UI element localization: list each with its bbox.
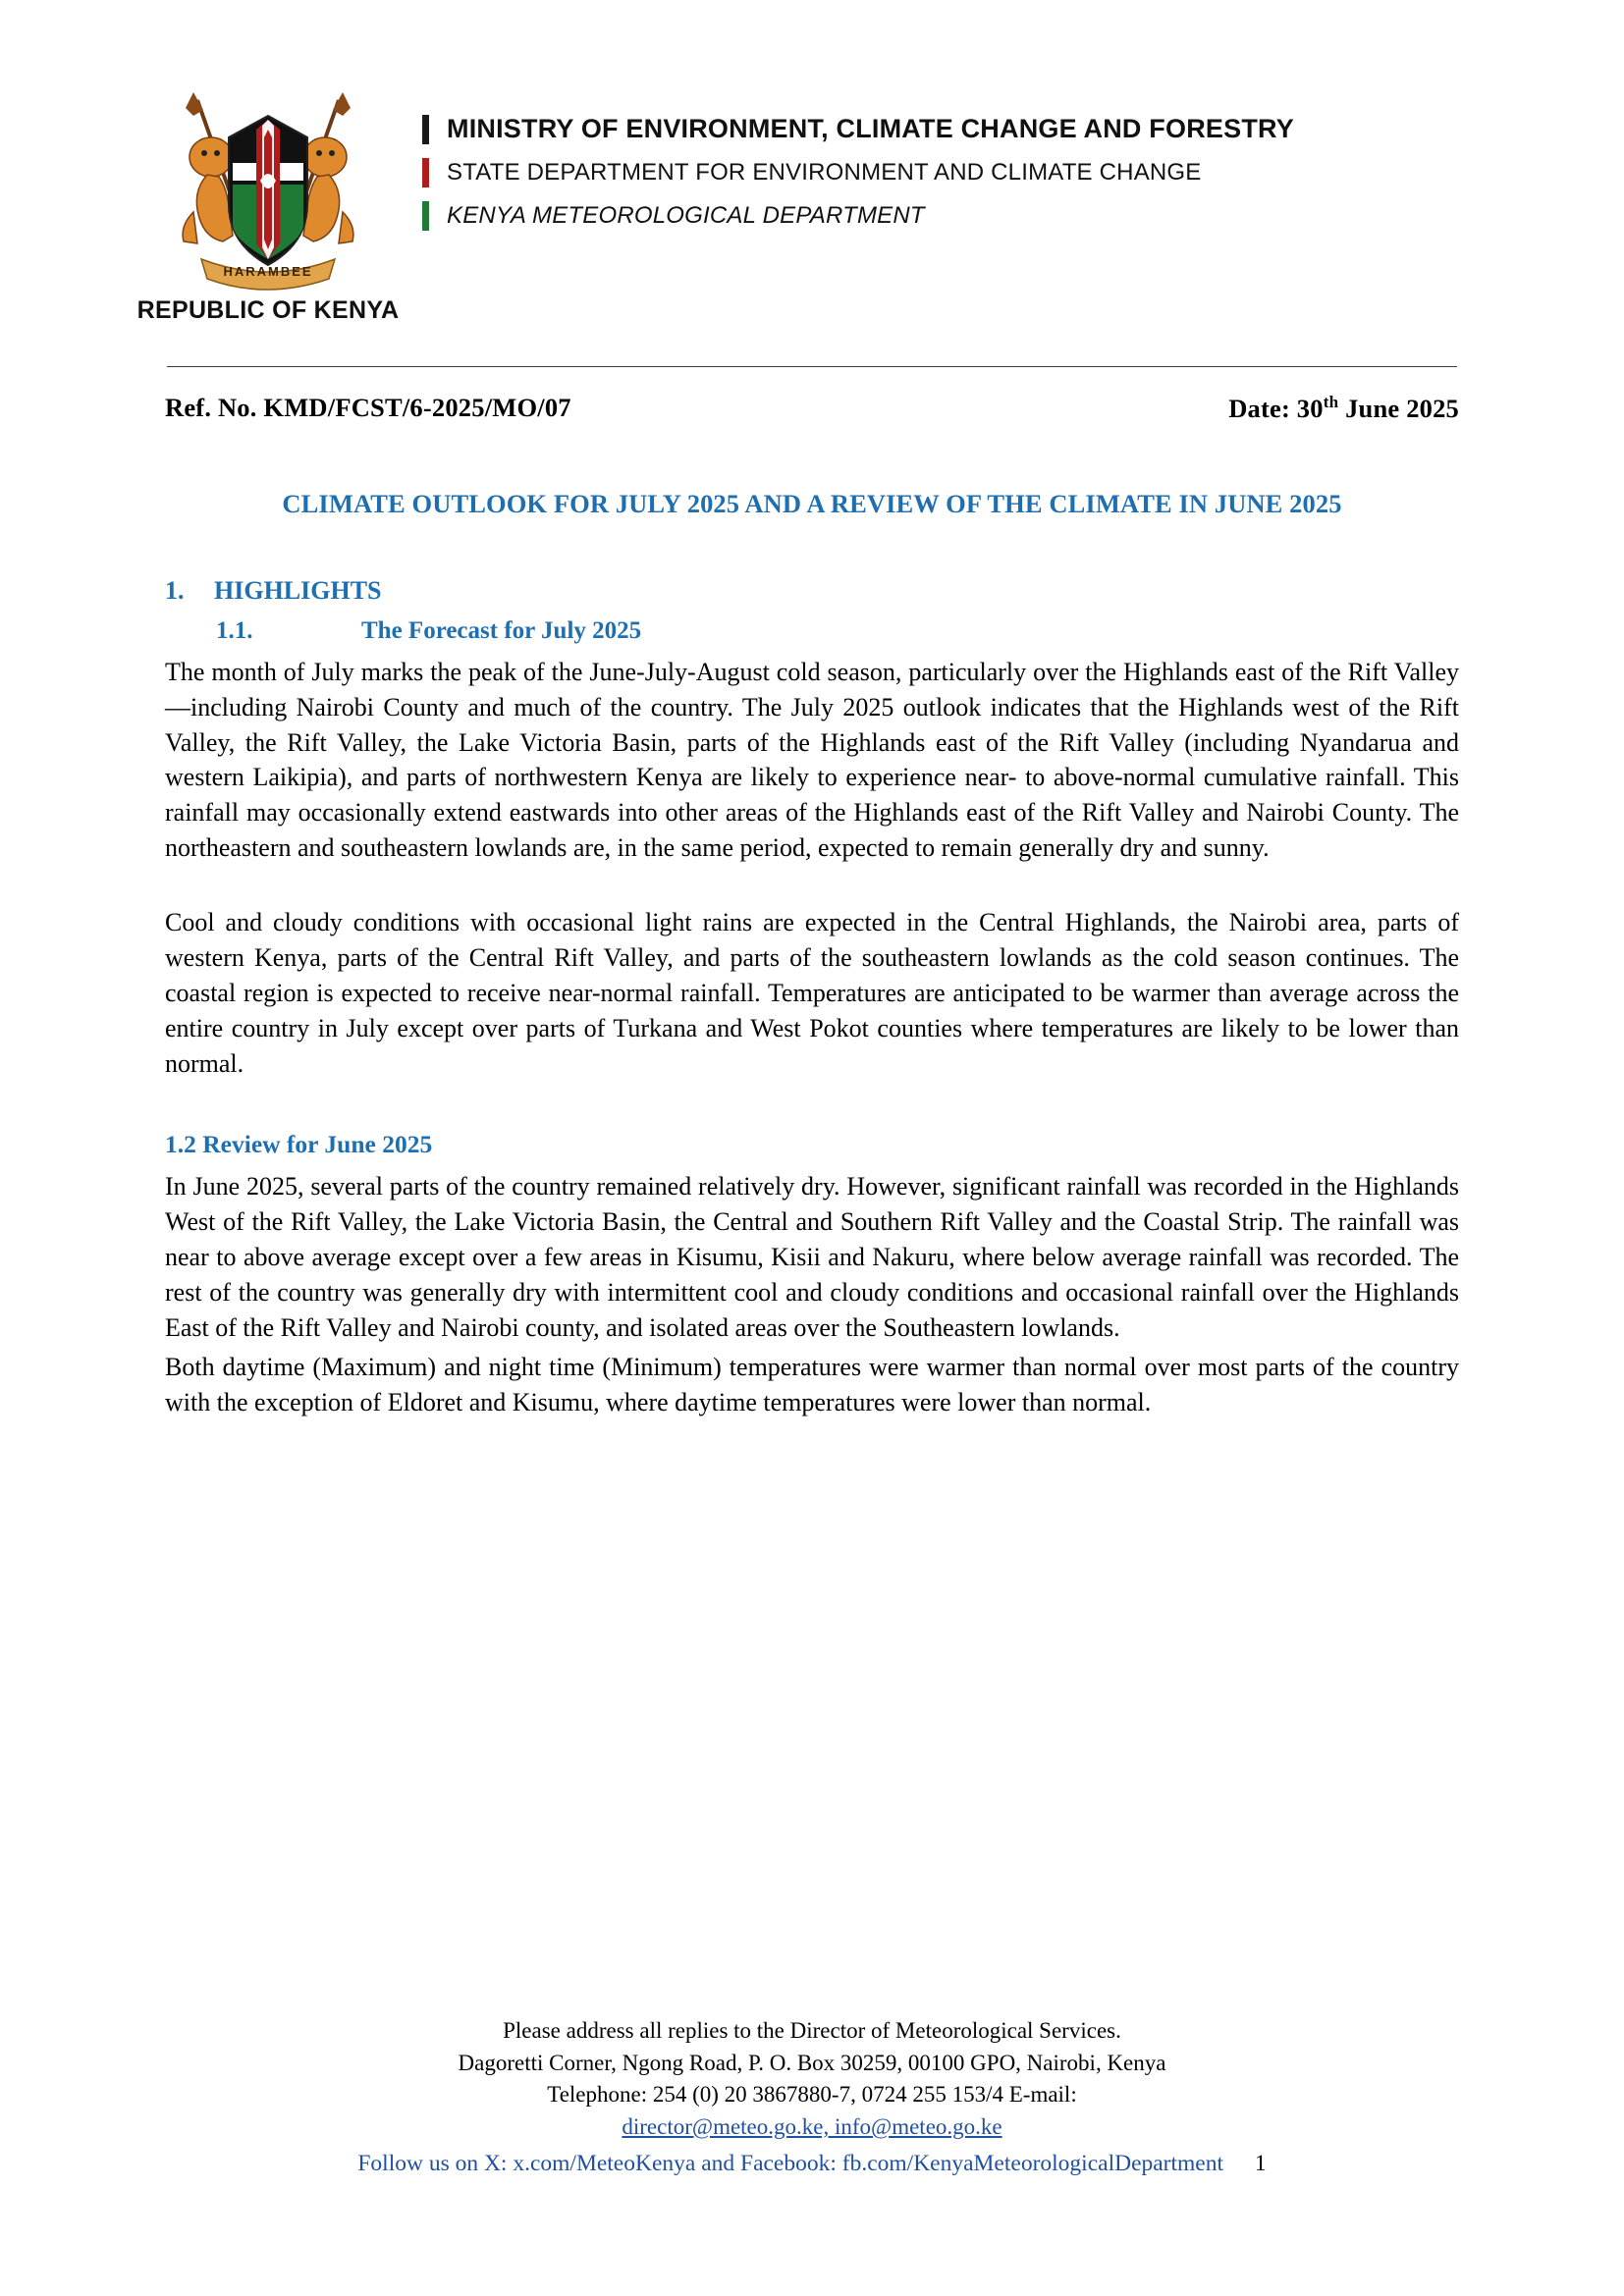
reference-line bbox=[165, 393, 1459, 424]
review-paragraph-1: In June 2025, several parts of the country remained relatively dry. However, significant rainfall was recorded in the Highlands West of the Rift Valley, the Lake Victoria Basin, the Central and Southern Rift Valley and the Coastal Strip. The rainfall was near to above average except over a few areas in Kisumu, Kisii and Nakuru, where below average rainfall was recorded. The rest of the country was generally dry with intermittent cool and cloudy conditions and occasional rainfall over the Highlands East of the Rift Valley and Nairobi county, and isolated areas over the Southeastern lowlands. bbox=[165, 1172, 1459, 1342]
kenya-coat-of-arms bbox=[135, 86, 401, 325]
letterhead-row-agency bbox=[422, 201, 1294, 231]
letterhead bbox=[0, 0, 1624, 325]
crest-caption: REPUBLIC OF KENYA bbox=[136, 296, 400, 324]
page-title: CLIMATE OUTLOOK FOR JULY 2025 AND A REVIEW OF THE CLIMATE IN JUNE 2025 bbox=[282, 488, 1342, 518]
subsection-heading-review: 1.2 Review for June 2025 bbox=[165, 1130, 433, 1159]
footer-social bbox=[0, 2148, 1624, 2180]
agency-name: KENYA METEOROLOGICAL DEPARTMENT bbox=[447, 202, 925, 229]
footer-line-telephone: Telephone: 254 (0) 20 3867880-7, 0724 255 153/4 E-mail: bbox=[547, 2082, 1077, 2108]
coat-of-arms-icon bbox=[150, 86, 386, 293]
footer-line-replies: Please address all replies to the Director of Meteorological Services. bbox=[503, 2018, 1121, 2044]
accent-bar-black bbox=[422, 115, 429, 144]
letterhead-row-department bbox=[422, 158, 1294, 187]
letterhead-row-ministry bbox=[422, 114, 1294, 144]
letterhead-text bbox=[422, 86, 1294, 244]
section-number: 1. bbox=[165, 575, 185, 605]
footer-line-address: Dagoretti Corner, Ngong Road, P. O. Box 30259, 00100 GPO, Nairobi, Kenya bbox=[458, 2050, 1166, 2075]
email-links[interactable]: director@meteo.go.ke, info@meteo.go.ke bbox=[622, 2113, 1002, 2139]
page-number: 1 bbox=[1254, 2150, 1267, 2176]
social-links-text[interactable]: Follow us on X: x.com/MeteoKenya and Facebook: fb.com/KenyaMeteorologicalDepartment bbox=[357, 2150, 1224, 2176]
subsection-number: 1.1. bbox=[216, 616, 253, 644]
document-date bbox=[1228, 393, 1459, 424]
page-footer bbox=[0, 2015, 1624, 2180]
ministry-name: MINISTRY OF ENVIRONMENT, CLIMATE CHANGE AND FORESTRY bbox=[447, 114, 1294, 143]
subsection-heading-forecast bbox=[165, 617, 1459, 645]
forecast-paragraph-1: The month of July marks the peak of the June-July-August cold season, particularly over the Highlands east of the Rift Valley—including Nairobi County and much of the country. The July 2025 outlook indicates that the Highlands west of the Rift Valley, the Rift Valley, the Lake Victoria Basin, parts of the Highlands east of the Rift Valley (including Nyandarua and western Laikipia), and parts of northwestern Kenya are likely to experience near- to above-normal cumulative rainfall. This rainfall may occasionally extend eastwards into other areas of the Highlands east of the Rift Valley and Nairobi County. The northeastern and southeastern lowlands are, in the same period, expected to remain generally dry and sunny. bbox=[165, 657, 1459, 863]
document-body bbox=[165, 489, 1459, 1420]
state-department-name: STATE DEPARTMENT FOR ENVIRONMENT AND CLIMATE CHANGE bbox=[447, 159, 1202, 186]
accent-bar-red bbox=[422, 158, 429, 187]
svg-text:HARAMBEE: HARAMBEE bbox=[223, 264, 313, 279]
date-prefix: Date: 30 bbox=[1228, 393, 1324, 423]
accent-bar-green bbox=[422, 201, 429, 231]
subsection-title: The Forecast for July 2025 bbox=[361, 616, 642, 644]
footer-emails bbox=[0, 2111, 1624, 2144]
review-paragraph-2: Both daytime (Maximum) and night time (Minimum) temperatures were warmer than normal over most parts of the country with the exception of Eldoret and Kisumu, where daytime temperatures were lower than normal. bbox=[165, 1352, 1459, 1416]
date-ordinal-suffix: th bbox=[1323, 393, 1339, 411]
section-heading-highlights bbox=[165, 576, 1459, 606]
header-divider bbox=[167, 366, 1457, 367]
reference-number: Ref. No. KMD/FCST/6-2025/MO/07 bbox=[165, 393, 571, 422]
forecast-paragraph-2: Cool and cloudy conditions with occasional light rains are expected in the Central Highlands, the Nairobi area, parts of western Kenya, parts of the Central Rift Valley, and parts of the southeastern lowlands as the cold season continues. The coastal region is expected to receive near-normal rainfall. Temperatures are anticipated to be warmer than average across the entire country in July except over parts of Turkana and West Pokot counties where temperatures are likely to be lower than normal. bbox=[165, 908, 1459, 1078]
date-rest: June 2025 bbox=[1338, 393, 1459, 423]
section-title: HIGHLIGHTS bbox=[214, 575, 382, 605]
